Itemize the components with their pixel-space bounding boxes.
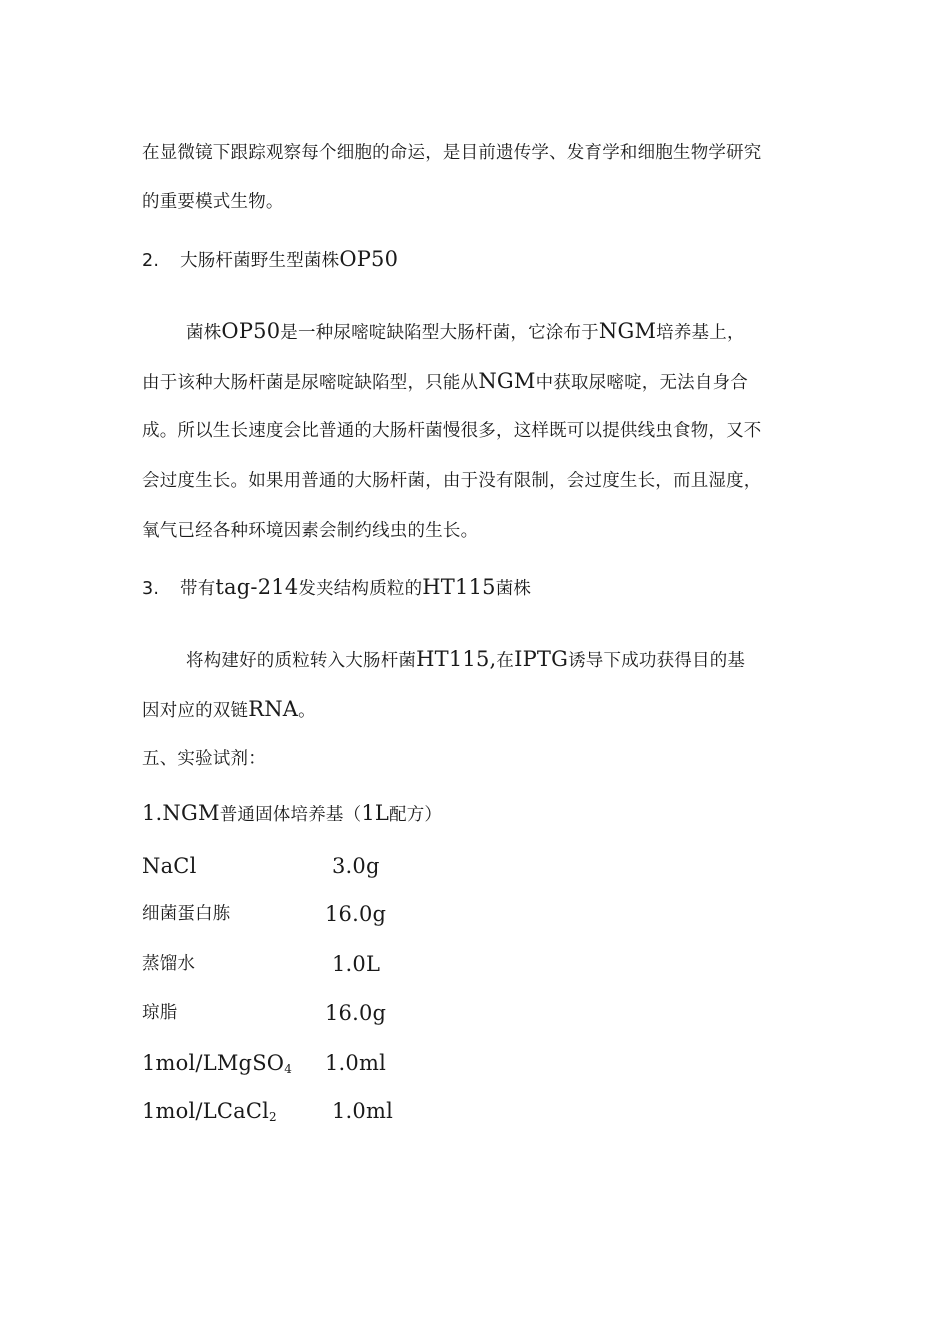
text-run: 发夹结构质粒的 — [298, 579, 423, 599]
heading-number: 2. — [142, 251, 160, 271]
reagent-name: 琼脂 — [142, 1003, 178, 1023]
recipe-title — [142, 800, 822, 828]
strain-code: OP50 — [339, 247, 399, 271]
paragraph-line: 成。所以生长速度会比普通的大肠杆菌慢很多，这样既可以提供线虫食物，又不 — [142, 421, 762, 441]
text-run: 菌株 — [186, 323, 222, 343]
reagent-formula: 1mol/LMgSO — [142, 1051, 285, 1075]
rna-code: RNA — [248, 697, 299, 721]
paragraph-line: 氧气已经各种环境因素会制约线虫的生长。 — [142, 521, 479, 541]
reagent-amount: 16.0g — [325, 1001, 387, 1025]
gene-code: tag-214 — [215, 575, 299, 599]
reagent-formula: 1mol/LCaCl — [142, 1099, 270, 1123]
text-run: 诱导下成功获得目的基 — [568, 651, 746, 671]
text-run: 中获取尿嘧啶，无法自身合 — [535, 373, 748, 393]
medium-code: 1.NGM — [142, 801, 220, 825]
heading-2 — [142, 246, 822, 274]
paragraph-line: 的重要模式生物。 — [142, 192, 284, 212]
reagent-amount: 3.0g — [332, 854, 380, 878]
heading-text: 大肠杆菌野生型菌株 — [180, 251, 340, 271]
text-run: 因对应的双链 — [142, 701, 249, 721]
reagent-amount: 1.0ml — [332, 1099, 394, 1123]
strain-code: OP50 — [221, 319, 281, 343]
reagent-subscript: 4 — [284, 1062, 293, 1076]
strain-code: HT115 — [422, 575, 496, 599]
text-run: 由于该种大肠杆菌是尿嘧啶缺陷型，只能从 — [142, 373, 479, 393]
reagent-amount: 1.0L — [332, 952, 381, 976]
reagent-name — [142, 1098, 277, 1130]
text-run: 配方） — [389, 805, 443, 825]
text-run: 将构建好的质粒转入大肠杆菌 — [186, 651, 417, 671]
text-run: 是一种尿嘧啶缺陷型大肠杆菌，它涂布于 — [280, 323, 599, 343]
text-run: 培养基上， — [656, 323, 745, 343]
paragraph-line — [186, 646, 866, 674]
reagent-name: 细菌蛋白胨 — [142, 904, 231, 924]
text-run: 带有 — [180, 579, 216, 599]
medium-code: NGM — [478, 369, 536, 393]
text-run: 菌株 — [495, 579, 532, 599]
reagent-name: 蒸馏水 — [142, 954, 196, 974]
heading-3 — [142, 574, 822, 602]
paragraph-line: 在显微镜下跟踪观察每个细胞的命运，是目前遗传学、发育学和细胞生物学研究 — [142, 143, 762, 163]
text-run: 。 — [298, 701, 316, 721]
inducer-code: IPTG — [514, 647, 569, 671]
strain-code: HT115, — [416, 647, 497, 671]
reagent-name — [142, 1050, 292, 1082]
paragraph-line: 会过度生长。如果用普通的大肠杆菌，由于没有限制，会过度生长，而且湿度， — [142, 471, 762, 491]
volume-code: 1L — [361, 801, 390, 825]
text-run: 普通固体培养基（ — [219, 805, 362, 825]
heading-number: 3. — [142, 579, 160, 599]
paragraph-line — [142, 696, 822, 724]
section-heading: 五、实验试剂： — [142, 749, 266, 769]
reagent-subscript: 2 — [269, 1110, 277, 1124]
paragraph-line — [186, 318, 866, 346]
paragraph-line — [142, 368, 822, 396]
text-run: 在 — [496, 651, 515, 671]
reagent-amount: 1.0ml — [325, 1051, 387, 1075]
reagent-name: NaCl — [142, 854, 197, 878]
reagent-amount: 16.0g — [325, 902, 387, 926]
medium-code: NGM — [598, 319, 657, 343]
